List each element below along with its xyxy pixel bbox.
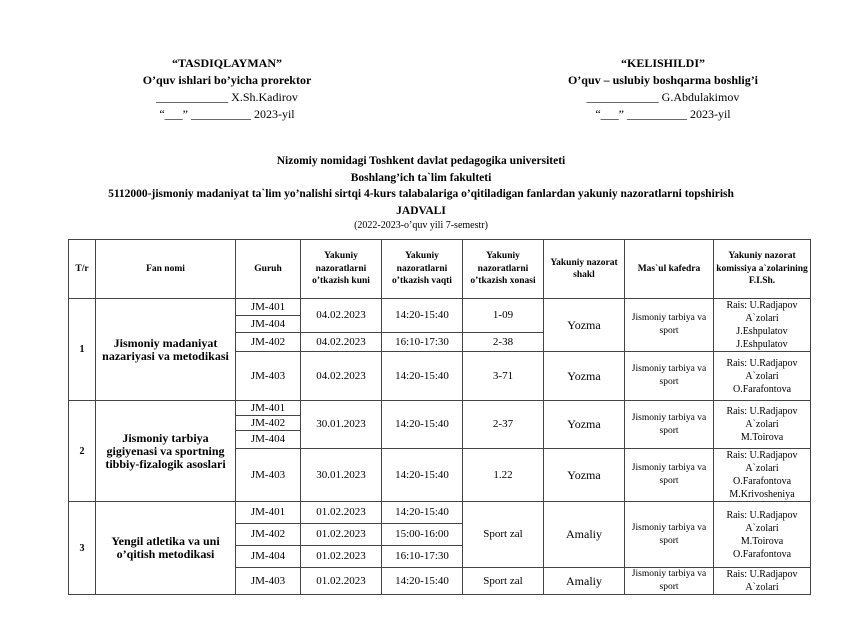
faculty-name: Boshlang’ich ta`lim fakulteti [350,171,492,184]
approval-date: “___” __________ 2023-yil [159,107,295,121]
dept-cell: Jismoniy tarbiya va sport [625,449,714,502]
room-cell: 2-38 [463,333,544,352]
commission-cell: Rais: U.Radjapov A`zolari M.Toirova [714,401,811,449]
col-header-time: Yakuniy nazoratlarni o’tkazish vaqti [382,240,463,299]
col-header-room: Yakuniy nazoratlarni o’tkazish xonasi [463,240,544,299]
commission-cell: Rais: U.Radjapov A`zolari M.Toirova O.Farafontova [714,502,811,568]
time-cell: 14:20-15:40 [382,568,463,595]
col-header-subject: Fan nomi [96,240,236,299]
academic-year: (2022-2023-o’quv yili 7-semestr) [354,220,488,231]
subject-name: Jismoniy tarbiya gigiyenasi va sportning tibbiy-fizalogik asoslari [96,401,236,502]
approval-block-right [513,55,813,123]
approval-date: “___” __________ 2023-yil [595,107,731,121]
col-header-commission: Yakuniy nazorat komissiya a`zolarining F.I.Sh. [714,240,811,299]
col-header-num: T/r [69,240,96,299]
row-number: 1 [69,299,96,401]
subject-name: Yengil atletika va uni o’qitish metodikasi [96,502,236,595]
time-cell: 14:20-15:40 [382,352,463,401]
time-cell: 14:20-15:40 [382,401,463,449]
table-row [69,299,811,316]
form-cell: Amaliy [544,502,625,568]
time-cell: 16:10-17:30 [382,546,463,568]
row-number: 3 [69,502,96,595]
room-cell: 3-71 [463,352,544,401]
exam-schedule-table [68,239,811,595]
date-cell: 01.02.2023 [301,568,382,595]
time-cell: 15:00-16:00 [382,524,463,546]
date-cell: 30.01.2023 [301,401,382,449]
time-cell: 14:20-15:40 [382,449,463,502]
dept-cell: Jismoniy tarbiya va sport [625,401,714,449]
group-cell: JM-403 [236,352,301,401]
date-cell: 01.02.2023 [301,502,382,524]
date-cell: 04.02.2023 [301,299,382,333]
form-cell: Yozma [544,299,625,352]
group-cell: JM-402 [236,524,301,546]
room-cell: 2-37 [463,401,544,449]
group-cell: JM-402 [236,333,301,352]
approval-signature: ____________ X.Sh.Kadirov [156,90,298,104]
col-header-form: Yakuniy nazorat shakl [544,240,625,299]
group-cell: JM-404 [236,431,301,449]
form-cell: Yozma [544,449,625,502]
date-cell: 04.02.2023 [301,333,382,352]
date-cell: 04.02.2023 [301,352,382,401]
date-cell: 01.02.2023 [301,546,382,568]
table-row [69,502,811,524]
room-cell: Sport zal [463,568,544,595]
commission-cell: Rais: U.Radjapov A`zolari J.Eshpulatov J.Eshpulatov [714,299,811,352]
form-cell: Yozma [544,352,625,401]
approval-position: O’quv ishlari bo’yicha prorektor [142,73,312,87]
group-cell: JM-401 [236,401,301,416]
date-cell: 30.01.2023 [301,449,382,502]
room-cell: 1-09 [463,299,544,333]
document-title: JADVALI [396,204,446,217]
document-header [0,153,842,232]
room-cell: Sport zal [463,502,544,568]
form-cell: Amaliy [544,568,625,595]
approval-block-left [77,55,377,123]
date-cell: 01.02.2023 [301,524,382,546]
group-cell: JM-403 [236,449,301,502]
group-cell: JM-401 [236,502,301,524]
university-name: Nizomiy nomidagi Toshkent davlat pedagogika universiteti [276,155,566,167]
group-cell: JM-404 [236,546,301,568]
table-row [69,401,811,416]
col-header-day: Yakuniy nazoratlarni o’tkazish kuni [301,240,382,299]
time-cell: 14:20-15:40 [382,502,463,524]
group-cell: JM-401 [236,299,301,316]
document-description: 5112000-jismoniy madaniyat ta`lim yo’nalishi sirtqi 4-kurs talabalariga o’qitiladigan fanlardan yakuniy nazoratlarni topshirish [108,188,734,200]
form-cell: Yozma [544,401,625,449]
group-cell: JM-404 [236,316,301,333]
table-header-row [69,240,811,299]
approval-title: “TASDIQLAYMAN” [171,56,282,70]
commission-cell: Rais: U.Radjapov A`zolari O.Farafontova [714,352,811,401]
room-cell: 1.22 [463,449,544,502]
group-cell: JM-402 [236,416,301,431]
dept-cell: Jismoniy tarbiya va sport [625,568,714,595]
col-header-dept: Mas`ul kafedra [625,240,714,299]
dept-cell: Jismoniy tarbiya va sport [625,299,714,352]
approval-position: O’quv – uslubiy boshqarma boshlig’i [567,73,759,87]
col-header-group: Guruh [236,240,301,299]
commission-cell: Rais: U.Radjapov A`zolari [714,568,811,595]
group-cell: JM-403 [236,568,301,595]
dept-cell: Jismoniy tarbiya va sport [625,352,714,401]
time-cell: 16:10-17:30 [382,333,463,352]
commission-cell: Rais: U.Radjapov A`zolari O.Farafontova M.Krivosheniya [714,449,811,502]
approval-title: “KELISHILDI” [620,56,706,70]
subject-name: Jismoniy madaniyat nazariyasi va metodikasi [96,299,236,401]
row-number: 2 [69,401,96,502]
time-cell: 14:20-15:40 [382,299,463,333]
dept-cell: Jismoniy tarbiya va sport [625,502,714,568]
approval-signature: ____________ G.Abdulakimov [586,90,740,104]
